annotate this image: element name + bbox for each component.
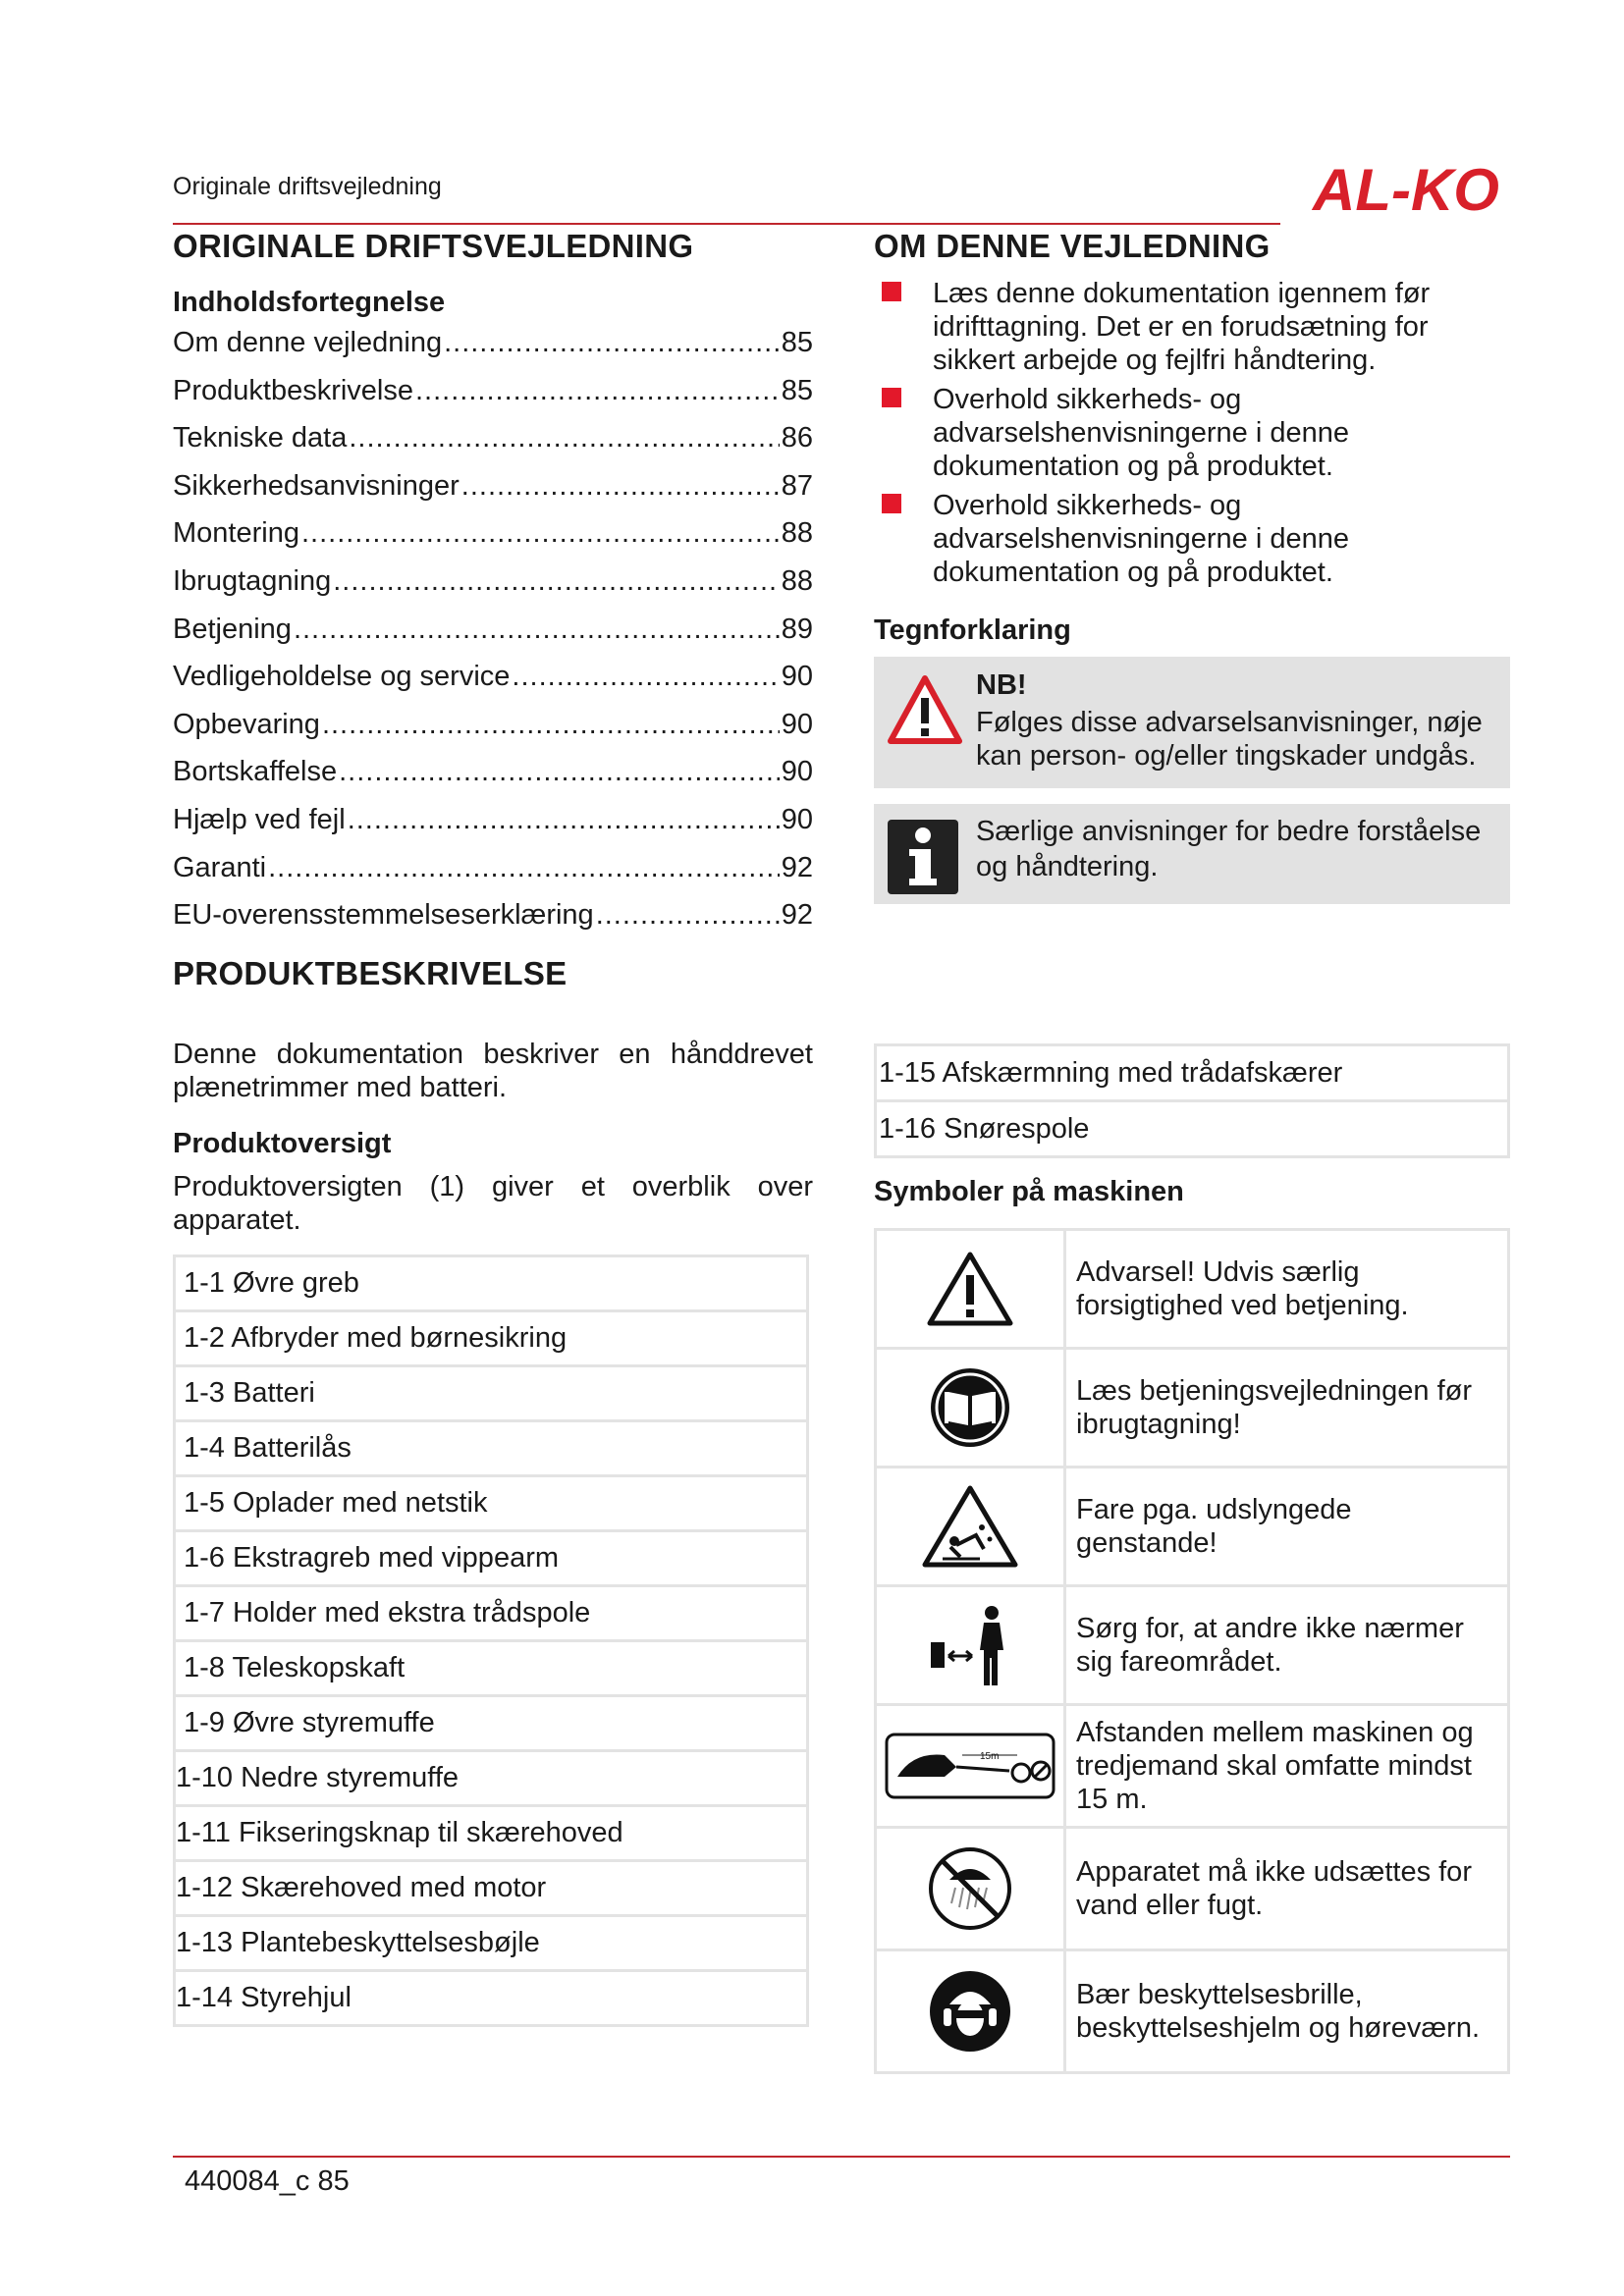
overview-text: Produktoversigten (1) giver et overblik over apparatet.	[173, 1170, 813, 1236]
toc-entry[interactable]: Om denne vejledning ..... 85	[173, 327, 813, 375]
table-row: 1-6 Ekstragreb med vippearm	[175, 1530, 808, 1585]
table-row: 1-5 Oplader med netstik	[175, 1475, 808, 1530]
overview-title: Produktoversigt	[173, 1127, 392, 1159]
parts-table	[173, 1255, 809, 2027]
header-doc-title: Originale driftsvejledning	[173, 173, 442, 200]
list-item: Overhold sikkerheds- og advarselshenvisningerne i denne dokumentation og på produktet.	[874, 489, 1510, 589]
table-row: 1-2 Afbryder med børnesikring	[175, 1310, 808, 1365]
table-row: 1-10 Nedre styremuffe	[175, 1750, 808, 1805]
warning-note-box	[874, 657, 1510, 788]
table-row: Apparatet må ikke udsættes for vand eller fugt.	[876, 1828, 1509, 1950]
footer-rule	[173, 2156, 1510, 2158]
symbols-table	[874, 1228, 1510, 2074]
table-row: 15m Afstanden mellem maskinen og tredjemand skal omfatte mindst 15 m.	[876, 1705, 1509, 1828]
bullet-square-icon	[882, 494, 901, 513]
table-row: Fare pga. udslyngede genstande!	[876, 1468, 1509, 1586]
keep-distance-icon	[923, 1603, 1017, 1687]
toc-entry[interactable]: Opbevaring ..... 90	[173, 709, 813, 757]
no-rain-icon	[926, 1844, 1014, 1933]
list-item: Læs denne dokumentation igennem før idrifttagning. Det er en forudsætning for sikkert arbejde og fejlfri håndtering.	[874, 277, 1510, 377]
svg-text:15m: 15m	[980, 1751, 1000, 1762]
distance-15m-icon	[884, 1732, 1056, 1800]
symbols-title: Symboler på maskinen	[874, 1176, 1184, 1207]
note-title: NB!	[976, 669, 1027, 701]
toc-entry[interactable]: Bortskaffelse ..... 90	[173, 756, 813, 804]
protective-gear-icon	[928, 1969, 1012, 2054]
alko-logo	[1298, 157, 1514, 220]
toc-title: Indholdsfortegnelse	[173, 287, 446, 318]
table-row: 1-4 Batterilås	[175, 1420, 808, 1475]
table-row: 1-9 Øvre styremuffe	[175, 1695, 808, 1750]
table-row: 1-7 Holder med ekstra trådspole	[175, 1585, 808, 1640]
info-icon	[888, 820, 958, 894]
toc-entry[interactable]: Montering ..... 88	[173, 517, 813, 565]
svg-text:AL-KO: AL-KO	[1313, 157, 1499, 220]
toc-entry[interactable]: EU-overensstemmelseserklæring ..... 92	[173, 899, 813, 947]
table-row: 1-15 Afskærmning med trådafskærer	[876, 1045, 1509, 1101]
table-row: 1-11 Fikseringsknap til skærehoved	[175, 1805, 808, 1860]
table-row: 1-8 Teleskopskaft	[175, 1640, 808, 1695]
toc-entry[interactable]: Garanti ..... 92	[173, 852, 813, 900]
table-of-contents	[173, 327, 813, 947]
footer-page-number: 440084_c 85	[185, 2165, 350, 2197]
warning-triangle-icon	[888, 674, 962, 745]
main-title: ORIGINALE DRIFTSVEJLEDNING	[173, 228, 694, 264]
table-row: Advarsel! Udvis særlig forsigtighed ved betjening.	[876, 1230, 1509, 1349]
about-title: OM DENNE VEJLEDNING	[874, 228, 1271, 264]
bullet-square-icon	[882, 282, 901, 301]
read-manual-icon	[929, 1366, 1011, 1449]
note-text: Følges disse advarselsanvisninger, nøje kan person- og/eller tingskader undgås.	[976, 707, 1483, 772]
toc-entry[interactable]: Tekniske data ..... 86	[173, 422, 813, 470]
page-header	[173, 157, 1508, 226]
about-bullets	[874, 277, 1510, 589]
warning-triangle-icon	[926, 1250, 1014, 1328]
toc-entry[interactable]: Sikkerhedsanvisninger ..... 87	[173, 470, 813, 518]
table-row: Sørg for, at andre ikke nærmer sig fareområdet.	[876, 1586, 1509, 1705]
table-row: Bær beskyttelsesbrille, beskyttelseshjelm og høreværn.	[876, 1950, 1509, 2073]
toc-entry[interactable]: Vedligeholdelse og service ..... 90	[173, 661, 813, 709]
table-row: 1-16 Snørespole	[876, 1101, 1509, 1157]
table-row: 1-3 Batteri	[175, 1365, 808, 1420]
header-rule	[173, 223, 1280, 225]
toc-entry[interactable]: Hjælp ved fejl ..... 90	[173, 804, 813, 852]
bullet-square-icon	[882, 388, 901, 407]
left-column	[173, 228, 813, 2027]
info-note-box	[874, 804, 1510, 904]
parts-table-continued	[874, 1043, 1510, 1158]
product-intro: Denne dokumentation beskriver en hånddrevet plænetrimmer med batteri.	[173, 1038, 813, 1103]
right-column	[874, 228, 1510, 2074]
list-item: Overhold sikkerheds- og advarselshenvisningerne i denne dokumentation og på produktet.	[874, 383, 1510, 483]
table-row: 1-12 Skærehoved med motor	[175, 1860, 808, 1915]
table-row: 1-14 Styrehjul	[175, 1970, 808, 2025]
table-row: 1-1 Øvre greb	[175, 1255, 808, 1310]
toc-entry[interactable]: Ibrugtagning ..... 88	[173, 565, 813, 614]
info-text: Særlige anvisninger for bedre forståelse og håndtering.	[976, 816, 1482, 882]
toc-entry[interactable]: Produktbeskrivelse ..... 85	[173, 375, 813, 423]
toc-entry[interactable]: Betjening ..... 89	[173, 614, 813, 662]
table-row: Læs betjeningsvejledningen før ibrugtagning!	[876, 1349, 1509, 1468]
flying-objects-icon	[921, 1484, 1019, 1569]
table-row: 1-13 Plantebeskyttelsesbøjle	[175, 1915, 808, 1970]
product-section-title: PRODUKTBESKRIVELSE	[173, 954, 568, 991]
legend-title: Tegnforklaring	[874, 614, 1071, 646]
